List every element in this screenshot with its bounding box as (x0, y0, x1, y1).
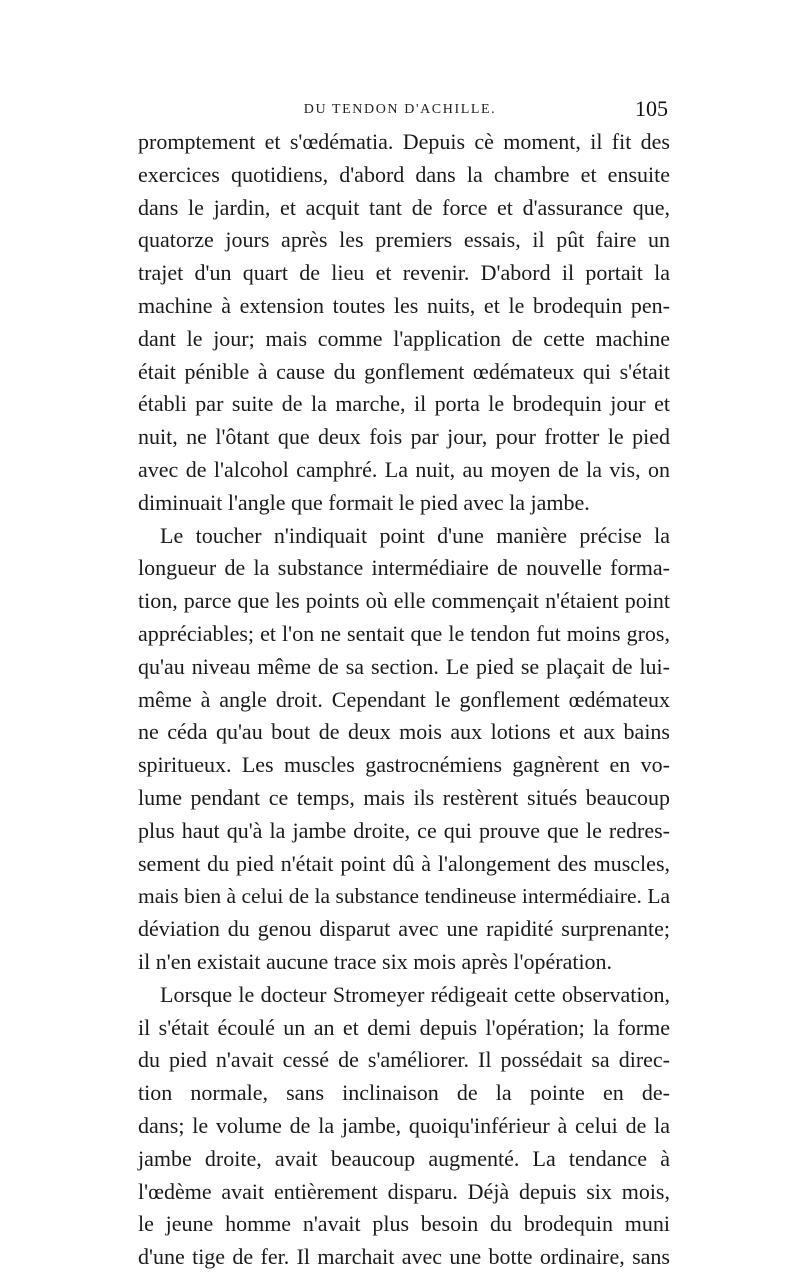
text-line: Lorsque le docteur Stromeyer rédigeait cette observation, (160, 981, 670, 1007)
text-line: il s'était écoulé un an et demi depuis l'opération; la forme (138, 1014, 670, 1040)
text-line: avec de l'alcohol camphré. La nuit, au moyen de la vis, on (138, 456, 670, 482)
text-line: sement du pied n'était point dû à l'alongement des muscles, (138, 850, 670, 876)
text-line: plus haut qu'à la jambe droite, ce qui prouve que le redres- (138, 817, 670, 843)
text-line: diminuait l'angle que formait le pied avec la jambe. (138, 489, 590, 515)
text-line: du pied n'avait cessé de s'améliorer. Il possédait sa direc- (138, 1047, 670, 1073)
text-line: dant le jour; mais comme l'application de cette machine (138, 325, 670, 351)
text-line: nuit, ne l'ôtant que deux fois par jour, pour frotter le pied (138, 424, 670, 450)
text-line: était pénible à cause du gonflement œdémateux qui s'était (138, 358, 670, 384)
text-line: ne céda qu'au bout de deux mois aux lotions et aux bains (138, 719, 670, 745)
text-line: même à angle droit. Cependant le gonflement œdémateux (138, 686, 670, 712)
text-line: promptement et s'œdématia. Depuis cè moment, il fit des (138, 129, 670, 154)
text-line: tion, parce que les points où elle commençait n'étaient point (138, 588, 670, 614)
text-line: machine à extension toutes les nuits, et le brodequin pen- (138, 292, 670, 318)
text-line: exercices quotidiens, d'abord dans la chambre et ensuite (138, 161, 670, 187)
text-line: qu'au niveau même de sa section. Le pied se plaçait de lui- (138, 653, 670, 679)
text-line: jambe droite, avait beaucoup augmenté. La tendance à (138, 1145, 670, 1171)
text-line: quatorze jours après les premiers essais, il pût faire un (138, 227, 670, 253)
text-line: l'œdème avait entièrement disparu. Déjà depuis six mois, (138, 1178, 670, 1204)
body-text (138, 126, 670, 1274)
text-line: spiritueux. Les muscles gastrocnémiens gagnèrent en vo- (138, 752, 670, 778)
text-line: le jeune homme n'avait plus besoin du brodequin muni (138, 1211, 670, 1237)
running-head: DU TENDON D'ACHILLE. (303, 102, 497, 117)
text-line: dans; le volume de la jambe, quoiqu'inférieur à celui de la (138, 1112, 670, 1138)
text-line: longueur de la substance intermédiaire de nouvelle forma- (138, 555, 670, 581)
text-line: tion normale, sans inclinaison de la pointe en de- (138, 1080, 670, 1106)
page-header (140, 96, 668, 126)
text-line: appréciables; et l'on ne sentait que le tendon fut moins gros, (138, 620, 670, 646)
text-line: établi par suite de la marche, il porta le brodequin jour et (138, 391, 670, 417)
page-number: 105 (635, 96, 668, 121)
text-line: trajet d'un quart de lieu et revenir. D'abord il portait la (138, 260, 670, 286)
text-line: d'une tige de fer. Il marchait avec une botte ordinaire, sans (138, 1244, 670, 1270)
text-line: lume pendant ce temps, mais ils restèrent situés beaucoup (138, 784, 670, 810)
text-line: déviation du genou disparut avec une rapidité surprenante; (138, 916, 670, 942)
text-line: Le toucher n'indiquait point d'une manière précise la (160, 522, 670, 548)
text-line: dans le jardin, et acquit tant de force et d'assurance que, (138, 194, 670, 220)
text-line: mais bien à celui de la substance tendineuse intermédiaire. La (138, 884, 670, 909)
text-line: il n'en existait aucune trace six mois après l'opération. (138, 948, 613, 974)
